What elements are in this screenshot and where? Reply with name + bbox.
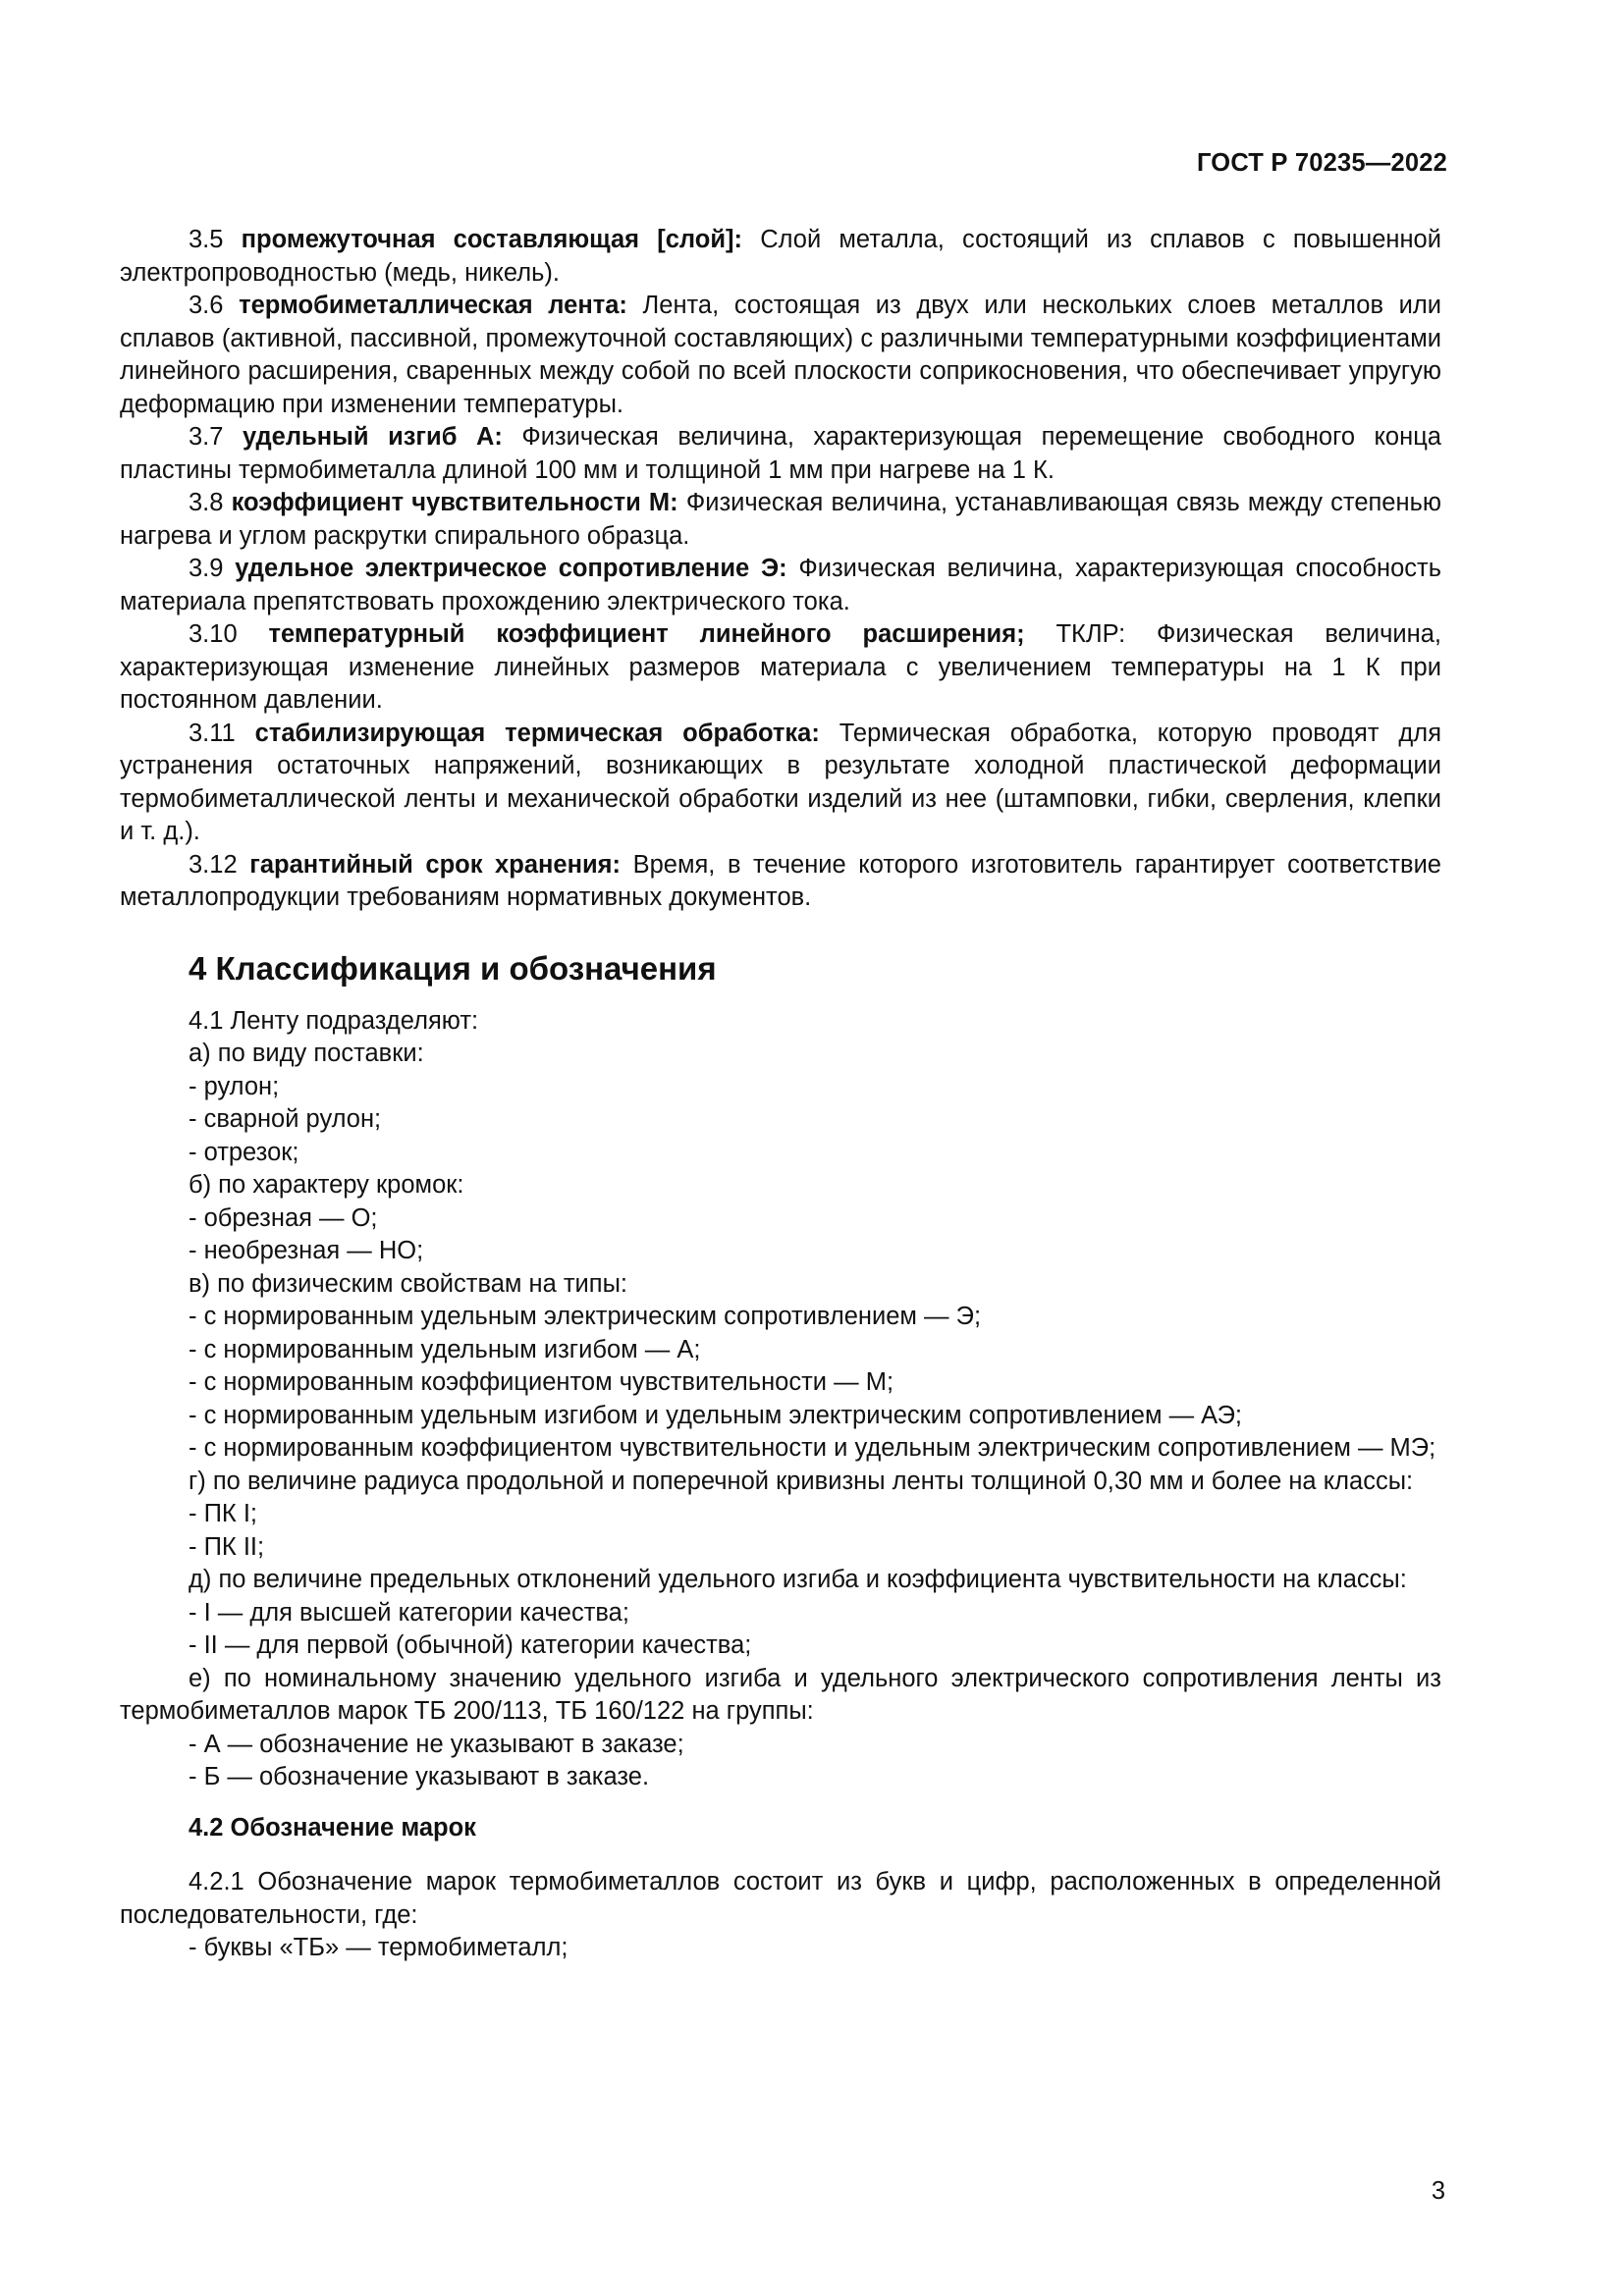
list-item: - с нормированным удельным изгибом и удельным электрическим сопротивлением — АЭ;	[189, 1401, 1243, 1429]
document-id: ГОСТ Р 70235—2022	[1196, 149, 1447, 177]
list-item: - рулон;	[189, 1072, 280, 1100]
paragraph-4-2-1: 4.2.1 Обозначение марок термобиметаллов состоит из букв и цифр, расположенных в определенной последовательности, где:	[120, 1868, 1441, 1929]
list-item: - отрезок;	[189, 1138, 299, 1166]
paragraph-e: е) по номинальному значению удельного изгиба и удельного электрического сопротивления ленты из термобиметаллов марок ТБ 200/113, ТБ 160/122 на группы:	[120, 1664, 1441, 1725]
definition-3-9: 3.9 удельное электрическое сопротивление Э: Физическая величина, характеризующая способность материала препятствовать прохождению электрического тока.	[120, 555, 1441, 615]
list-item: - с нормированным удельным электрическим сопротивлением — Э;	[189, 1303, 982, 1330]
list-item: - обрезная — О;	[189, 1203, 378, 1232]
list-item: - Б — обозначение указывают в заказе.	[189, 1763, 650, 1790]
list-item: 4.1 Ленту подразделяют:	[189, 1006, 479, 1035]
page-number: 3	[1431, 2177, 1445, 2205]
list-item: б) по характеру кромок:	[189, 1171, 464, 1199]
list-item: - с нормированным коэффициентом чувствительности — М;	[189, 1368, 894, 1396]
definition-3-8: 3.8 коэффициент чувствительности М: Физическая величина, устанавливающая связь между степенью нагрева и углом раскрутки спирального образца.	[120, 489, 1441, 550]
section-4-heading: 4 Классификация и обозначения	[189, 949, 717, 987]
list-item-wrapped: - с нормированным коэффициентом чувствительности и удельным электрическим сопротивлением — МЭ;	[189, 1434, 1436, 1462]
list-item: - буквы «ТБ» — термобиметалл;	[189, 1934, 568, 1961]
definition-3-11: 3.11 стабилизирующая термическая обработка: Термическая обработка, которую проводят для устранения остаточных напряжений, возникающих в результате холодной пластической деформации термобиметаллической ленты и механической обработки изделий из нее (штамповки, гибки, сверления, клепки и т. д.).	[120, 719, 1441, 845]
list-item: - ПК II;	[189, 1532, 265, 1561]
section-4-2-heading: 4.2 Обозначение марок	[189, 1813, 476, 1842]
definition-3-12: 3.12 гарантийный срок хранения: Время, в течение которого изготовитель гарантирует соответствие металлопродукции требованиям нормативных документов.	[120, 850, 1441, 911]
list-item: - сварной рулон;	[189, 1105, 382, 1133]
definition-3-7: 3.7 удельный изгиб А: Физическая величина, характеризующая перемещение свободного конца пластины термобиметалла длиной 100 мм и толщиной 1 мм при нагреве на 1 К.	[120, 423, 1441, 484]
document-body	[120, 224, 1441, 1965]
definition-3-6: 3.6 термобиметаллическая лента: Лента, состоящая из двух или нескольких слоев металлов или сплавов (активной, пассивной, промежуточной составляющих) с различными температурными коэффициентами линейного расширения, сваренных между собой по всей плоскости соприкосновения, что обеспечивает упругую деформацию при изменении температуры.	[120, 292, 1442, 418]
list-item: - II — для первой (обычной) категории качества;	[189, 1631, 752, 1659]
list-item: - ПК I;	[189, 1500, 258, 1527]
list-item: - с нормированным удельным изгибом — А;	[189, 1335, 701, 1363]
definition-3-5: 3.5 промежуточная составляющая [слой]: Слой металла, состоящий из сплавов с повышенной электропроводностью (медь, никель).	[120, 226, 1441, 287]
list-item: - А — обозначение не указывают в заказе;	[189, 1730, 684, 1758]
definition-3-10: 3.10 температурный коэффициент линейного расширения; ТКЛР: Физическая величина, характеризующая изменение линейных размеров материала с увеличением температуры на 1 К при постоянном давлении.	[120, 620, 1441, 714]
list-item: а) по виду поставки:	[189, 1040, 424, 1067]
paragraph-d: д) по величине предельных отклонений удельного изгиба и коэффициента чувствительности на классы:	[189, 1566, 1407, 1593]
list-item: в) по физическим свойствам на типы:	[189, 1269, 628, 1298]
list-item: - необрезная — НО;	[189, 1237, 424, 1264]
list-item: - I — для высшей категории качества;	[189, 1598, 629, 1627]
paragraph-g: г) по величине радиуса продольной и поперечной кривизны ленты толщиной 0,30 мм и более на классы:	[189, 1467, 1414, 1495]
